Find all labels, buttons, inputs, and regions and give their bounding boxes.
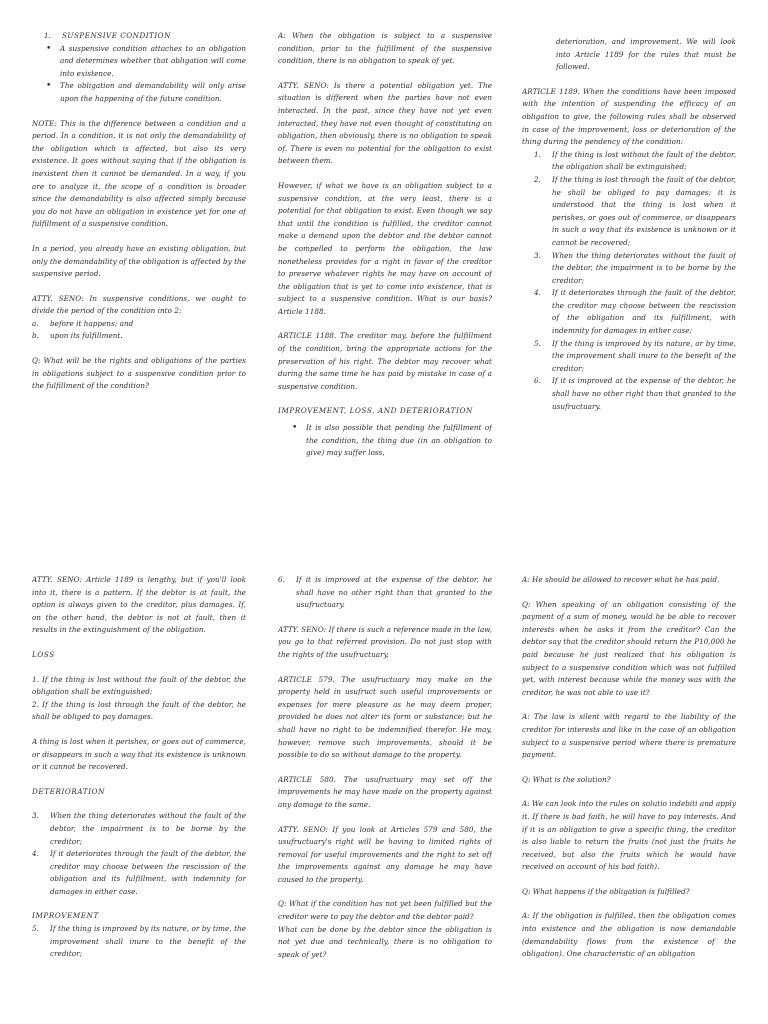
list-item: 1. If the thing is lost without the fault of the debtor, the obligation shall be extinguished; xyxy=(534,149,736,172)
bottom-column-2 xyxy=(278,574,492,1024)
question-paragraph: Q: What is the solution? xyxy=(522,774,611,784)
list-heading-suspensive xyxy=(32,30,246,43)
list-item: 4. If it deteriorates through the fault of the debtor, the creditor may choose between the rescission of the obligation and its fulfillment, with indemnity for damages in either case. xyxy=(32,849,246,896)
list-item: 6. If it is improved at the expense of the debtor, he shall have no other right than that granted to the usufructuary. xyxy=(534,376,736,411)
list-item: b. upon its fulfillment. xyxy=(32,331,123,341)
list-item: 6. If it is improved at the expense of the debtor, he shall have no other right than that granted to the usufructuary. xyxy=(278,575,492,610)
bullet-icon: • xyxy=(292,423,298,434)
question-paragraph: Q: When speaking of an obligation consisting of the payment of a sum of money, would he be able to recover interests when he asks it from the creditor? Can the debtor say that the creditor should return the P10,000 he paid because he just realized that his obligation is subject to a suspensive condition which was not fulfilled yet, with interest because while the money was with the creditor, he was not able to use it? xyxy=(522,599,736,697)
document-page-bottom xyxy=(0,562,768,1024)
atty-seno-paragraph: ATTY. SENO: Article 1189 is lengthy, but if you'll look into it, there is a pattern. If the debtor is at fault, the option is always given to the creditor, plus damages. If, on the other hand, the debtor is not at fault, then it results in the extinguishment of the obligation. xyxy=(32,575,246,635)
atty-seno-paragraph: ATTY. SENO: In suspensive conditions, we ought to divide the period of the condition into 2: xyxy=(32,293,246,316)
article-1189-paragraph: ARTICLE 1189. When the conditions have been imposed with the intention of suspending the efficacy of an obligation to give, the following rules shall be observed in case of the improvement, loss or deterioration of the thing during the pendency of the condition: xyxy=(522,86,736,147)
continued-paragraph: deterioration, and improvement. We will look into Article 1189 for the rules that must be followed. xyxy=(556,37,736,72)
question-paragraph: What can be done by the debtor since the obligation is not yet due and technically, there is no obligation to speak of yet? xyxy=(278,924,492,959)
article-580-paragraph: ARTICLE 580. The usufructuary may set off the improvements he may have made on the property against any damage to the same. xyxy=(278,774,492,809)
bullet-icon: • xyxy=(46,81,52,92)
section-heading-loss: LOSS xyxy=(32,649,55,659)
page-separator xyxy=(0,520,768,562)
answer-paragraph: A: The law is silent with regard to the liability of the creditor for interests and like in the case of an obligation subject to a suspensive period where there is premature payment. xyxy=(522,712,736,760)
question-paragraph: Q: What happens if the obligation is fulfilled? xyxy=(522,886,690,896)
article-1188-paragraph: ARTICLE 1188. The creditor may, before the fulfillment of the condition, bring the appropriate actions for the preservation of his right. The debtor may recover what during the same time he has paid by mistake in case of a suspensive condition. xyxy=(278,331,492,391)
question-paragraph: Q: What will be the rights and obligations of the parties in obligations subject to a suspensive condition prior to the fulfillment of the condition? xyxy=(32,356,246,391)
atty-seno-paragraph: ATTY. SENO: Is there a potential obligation yet. The situation is different when the parties have not even interacted. In the past, since they have not yet even interacted, they have not even thought of constituting an obligation, then obviously, there is no obligation to speak of. There is even no potential for the obligation to exist between them. xyxy=(278,80,492,166)
list-item: 2. If the thing is lost through the fault of the debtor, he shall be obliged to pay damages; it is understood that the thing is lost when it perishes, or goes out of commerce, or disappears in such a way that its existence is unknown or it cannot be recovered; xyxy=(534,174,736,247)
answer-paragraph: A: If the obligation is fulfilled, then the obligation comes into existence and the obligation is now demandable (demandability flows from the existence of the obligation). One characteristic of an obligation xyxy=(522,911,736,959)
period-paragraph: In a period, you already have an existing obligation, but only the demandability of the obligation is affected by the suspensive period. xyxy=(32,243,246,279)
question-paragraph: Q: What if the condition has not yet been fulfilled but the creditor were to pay the debtor and the debtor paid? xyxy=(278,899,492,922)
answer-paragraph: A: We can look into the rules on solutio indebiti and apply it. If there is bad faith, he will have to pay interests. And if it is an obligation to give a specific thing, the creditor is also liable to return the fruits (not just the fruits he received, but also the fruits which he would have received on account of his bad faith). xyxy=(522,799,736,872)
however-paragraph: However, if what we have is an obligation subject to a suspensive condition, at the very least, there is a potential for that obligation to exist. Even though we say that until the condition is fulfilled, the creditor cannot make a demand upon the debtor and the debtor cannot be compelled to perform the obligation, the law nonetheless provides for a right in favor of the creditor to preserve whatever rights he may have on account of the obligation that is yet to come into existence, that is subject to a suspensive condition. What is our basis? Article 1188. xyxy=(278,180,492,316)
bullet-icon: • xyxy=(46,43,52,54)
answer-paragraph: A: When the obligation is subject to a suspensive condition, prior to the fulfillment of the suspensive condition, there is no obligation to speak of yet. xyxy=(278,31,492,66)
list-number: 1. xyxy=(44,31,51,40)
section-heading: IMPROVEMENT, LOSS, AND DETERIORATION xyxy=(278,406,473,416)
note-paragraph: NOTE: This is the difference between a condition and a period. In a condition, it is not only the demandability of the obligation which is affected, but also its very existence. It goes without saying that if the obligation is inexistent then it cannot be demanded. In a way, if you are to analyze it, the scope of a condition is broader since the demandability is also affected simply because you do not have an obligation in existence yet for one of fulfillment of a suspensive condition. xyxy=(32,118,246,229)
bottom-column-3 xyxy=(522,574,736,1024)
atty-seno-paragraph: ATTY. SENO: If there is such a reference made in the law, you go to that referred provision. Do not just stop with the rights of the usufructuary. xyxy=(278,624,492,659)
section-heading-deterioration: DETERIORATION xyxy=(32,786,106,796)
bullet-item: • It is also possible that pending the fulfillment of the condition, the thing due (in an obligation to give) may suffer loss, xyxy=(278,422,492,460)
lost-definition: A thing is lost when it perishes, or goes out of commerce, or disappears in such a way that its existence is unknown or it cannot be recovered. xyxy=(32,736,246,772)
article-579-paragraph: ARTICLE 579. The usufructuary may make on the property held in usufruct such useful improvements or expenses for mere pleasure as he may deem proper, provided he does not alter its form or substance; but he shall have no right to be indemnified therefor. He may, however, remove such improvements, should it be possible to do so without damage to the property. xyxy=(278,674,492,760)
list-item: 5. If the thing is improved by its nature, or by time, the improvement shall inure to the benefit of the creditor; xyxy=(534,338,736,373)
top-column-1 xyxy=(32,30,246,520)
list-item: 3. When the thing deteriorates without the fault of the debtor, the impairment is to be borne by the creditor; xyxy=(534,250,736,285)
list-item: a. before it happens; and xyxy=(32,318,134,328)
top-column-3 xyxy=(522,36,736,520)
list-item: 3. When the thing deteriorates without the fault of the debtor, the impairment is to be borne by the creditor; xyxy=(32,811,246,846)
atty-seno-paragraph: ATTY. SENO: If you look at Articles 579 and 580, the usufructuary's right will be having to limited rights of removal for useful improvements and the right to set off the improvements against any damage he may have caused to the property. xyxy=(278,824,492,884)
bottom-column-1 xyxy=(32,574,246,1024)
list-title: SUSPENSIVE CONDITION xyxy=(62,31,171,40)
list-item: 5. If the thing is improved by its nature, or by time, the improvement shall inure to the benefit of the creditor; xyxy=(32,924,246,959)
top-column-2 xyxy=(278,30,492,520)
answer-paragraph: A: He should be allowed to recover what he has paid. xyxy=(522,575,720,584)
loss-items: 1. If the thing is lost without the fault of the debtor, the obligation shall be extinguished; 2. If the thing is lost through the fault of the debtor, he shall be obliged to pay damages. xyxy=(32,674,246,722)
section-heading-improvement: IMPROVEMENT xyxy=(32,911,99,921)
bullet-item: • A suspensive condition attaches to an obligation and determines whether that obligation will come into existence. xyxy=(32,43,246,81)
bullet-item: • The obligation and demandability will only arise upon the happening of the future condition. xyxy=(32,80,246,105)
list-item: 4. If it deteriorates through the fault of the debtor, the creditor may choose between the rescission of the obligation and its fulfillment, with indemnity for damages in either case; xyxy=(534,288,736,336)
